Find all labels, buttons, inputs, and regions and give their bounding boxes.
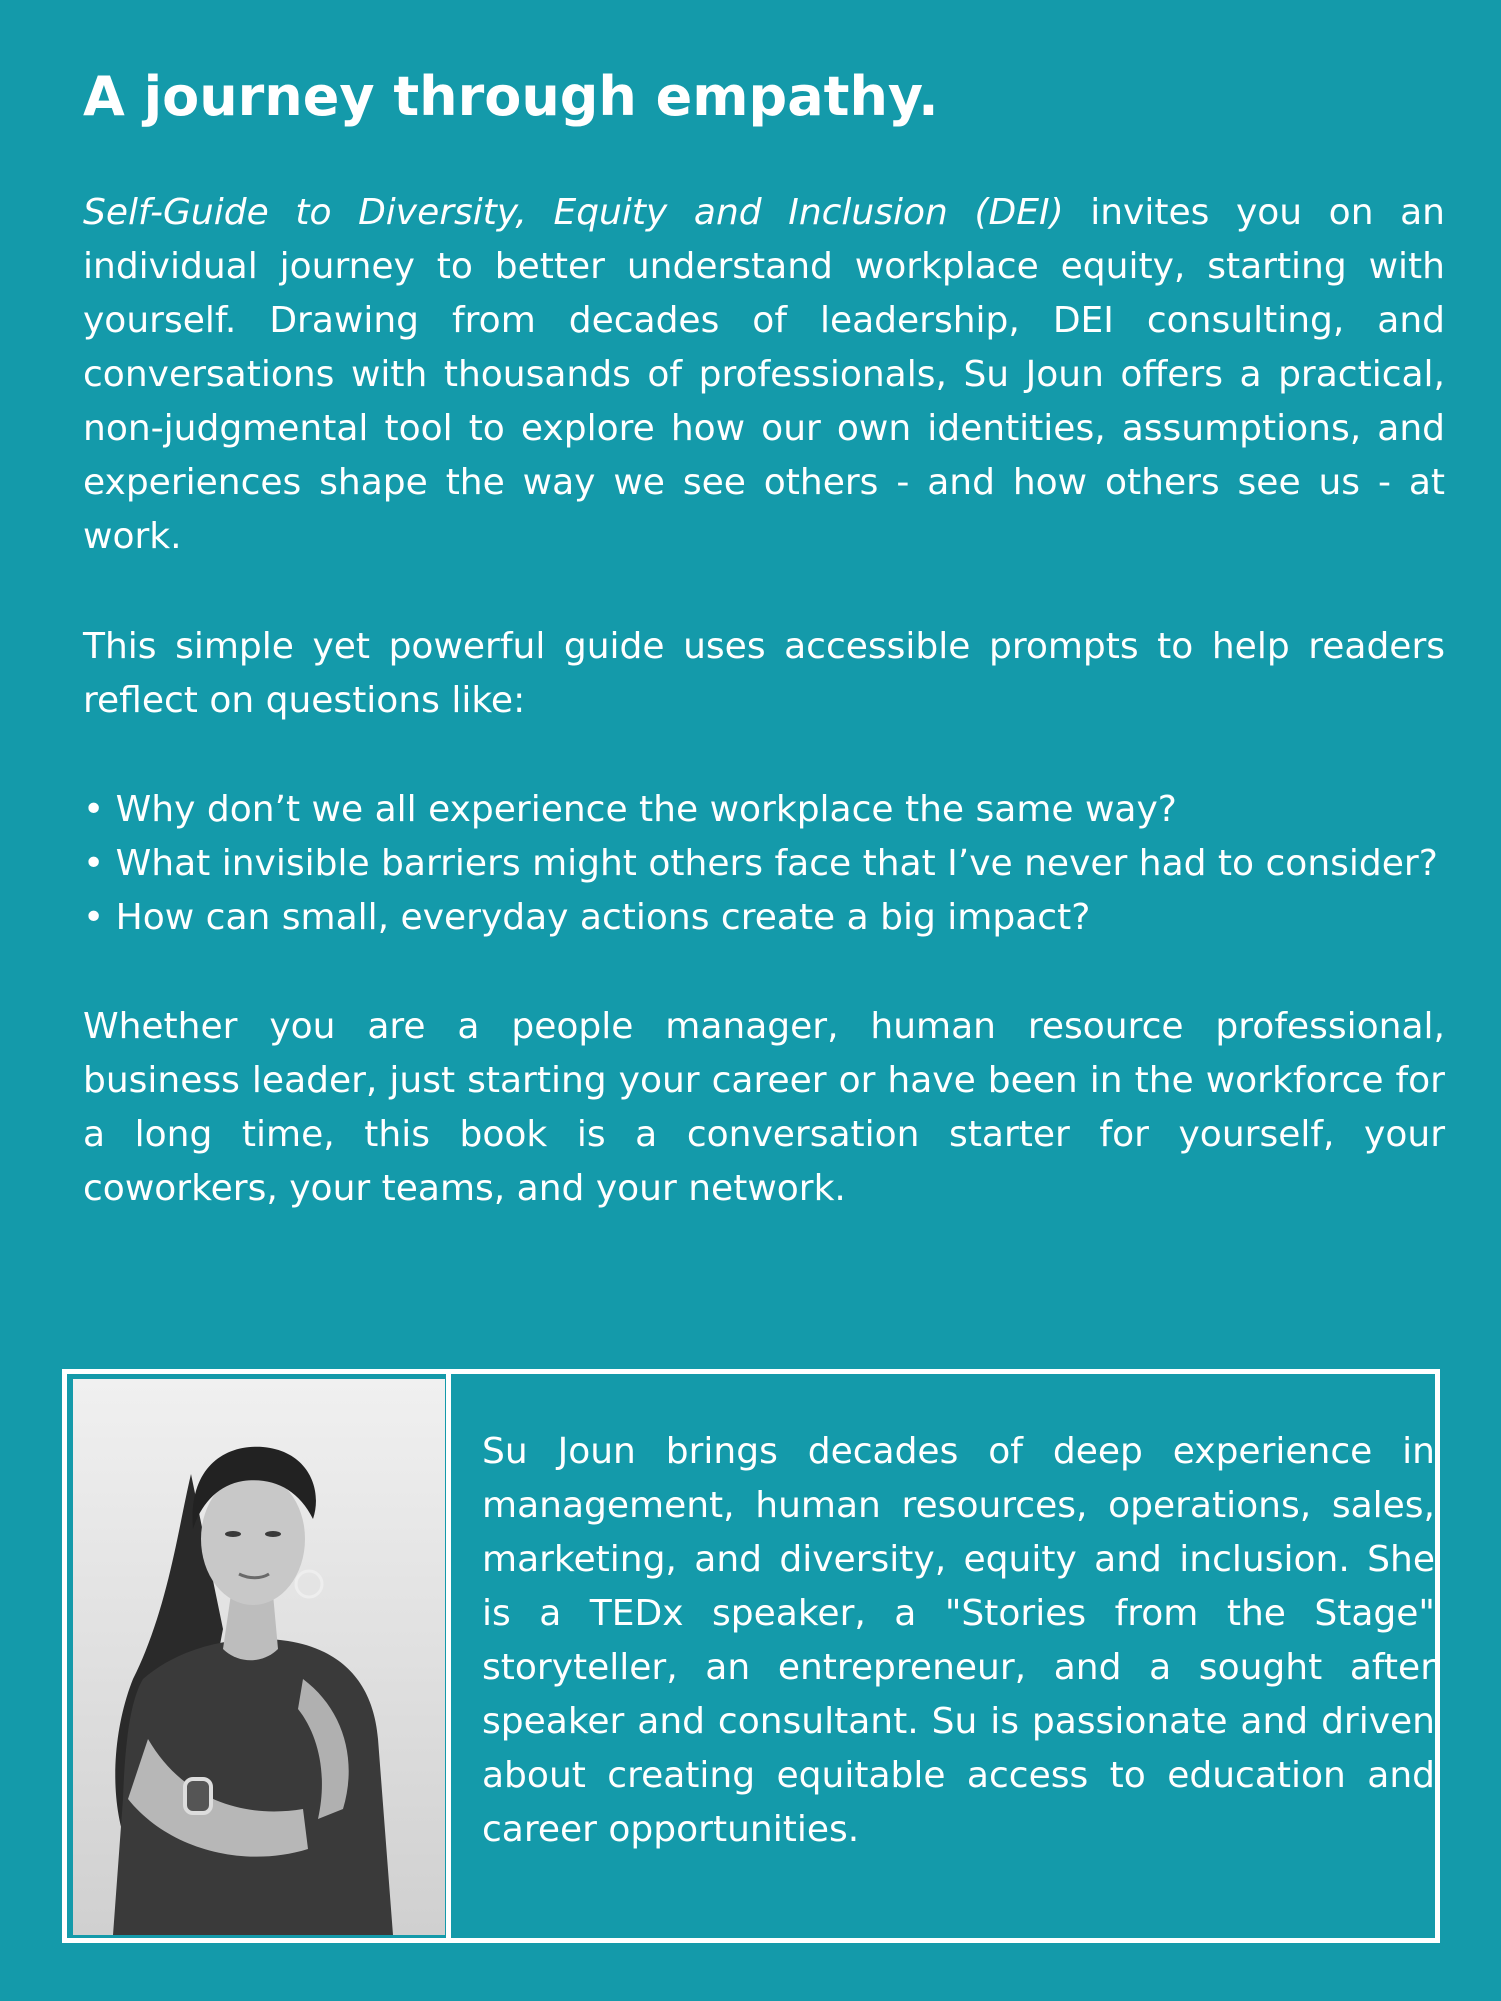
author-bio-text: Su Joun brings decades of deep experience in management, human resources, operations, sales, marketing, and diversity, equity and inclusion. She is a TEDx speaker, a "Stories from the Stage" storyteller, an entrepreneur, and a sought after speaker and consultant. Su is passionate and driven about creating equitable access to education and career opportunities. bbox=[482, 1431, 1435, 1850]
intro-text: invites you on an individual journey to better understand workplace equity, starting with yourself. Drawing from decades of leadership, DEI consulting, and conversations with thousands of professionals, Su Joun offers a practical, non-judgmental tool to explore how our own identities, assumptions, and experiences shape the way we see others - and how others see us - at work. bbox=[83, 192, 1445, 557]
intro-paragraph bbox=[83, 186, 1445, 564]
guide-paragraph: This simple yet powerful guide uses accessible prompts to help readers reflect on questions like: bbox=[83, 626, 1445, 721]
page-title: A journey through empathy. bbox=[83, 65, 939, 128]
book-title: Self-Guide to Diversity, Equity and Inclusion (DEI) bbox=[83, 192, 1064, 233]
author-portrait-photo bbox=[73, 1379, 445, 1935]
question-item: • What invisible barriers might others face that I’ve never had to consider? bbox=[83, 843, 1438, 884]
question-list bbox=[83, 783, 1483, 945]
audience-paragraph: Whether you are a people manager, human resource professional, business leader, just starting your career or have been in the workforce for a long time, this book is a conversation starter for yourself, your coworkers, your teams, and your network. bbox=[83, 1006, 1445, 1209]
question-item: • How can small, everyday actions create a big impact? bbox=[83, 897, 1091, 938]
photo-divider bbox=[446, 1369, 451, 1943]
author-photo bbox=[73, 1379, 445, 1935]
question-item: • Why don’t we all experience the workplace the same way? bbox=[83, 789, 1177, 830]
